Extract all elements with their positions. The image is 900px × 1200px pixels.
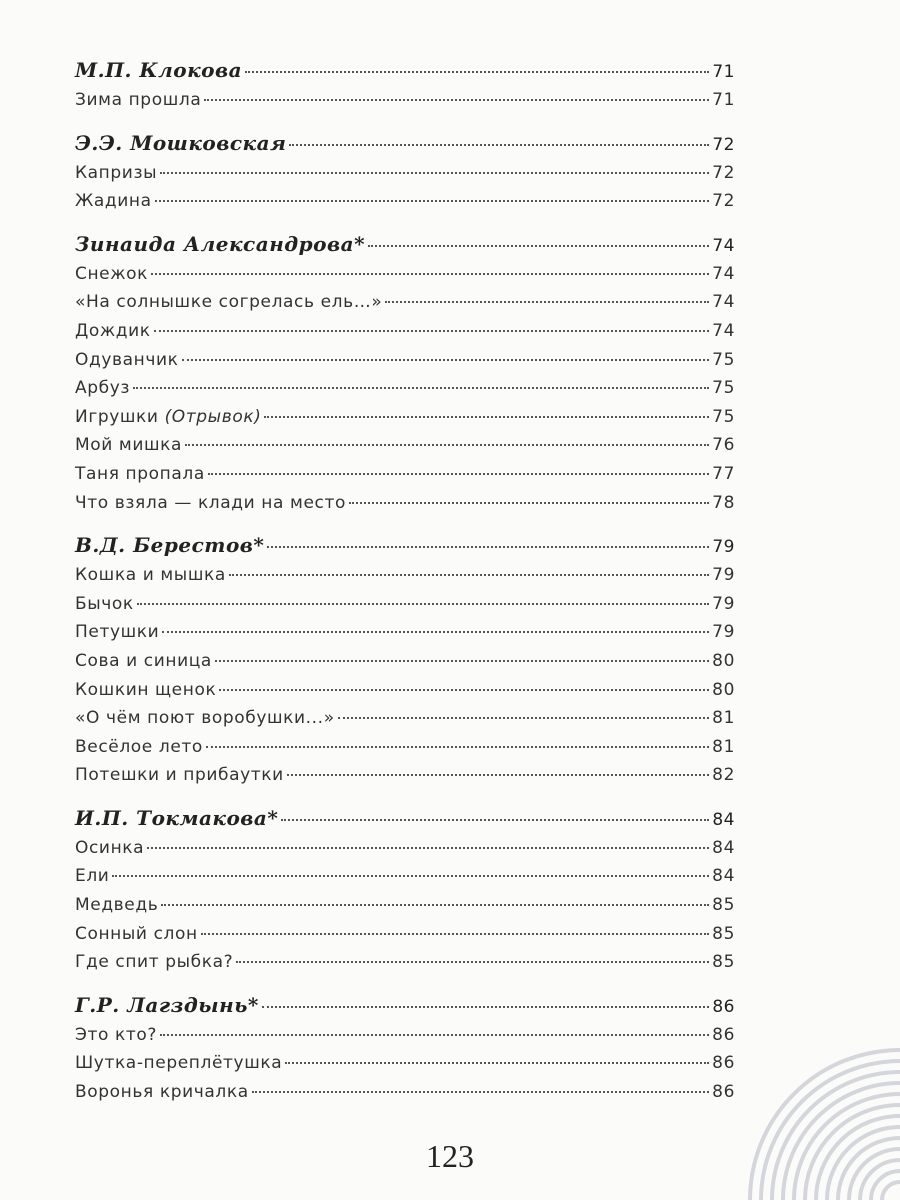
page-ref: 84: [712, 809, 735, 830]
entry-title: Снежок: [75, 263, 149, 284]
toc-entry: [75, 708, 735, 737]
page-ref: 72: [712, 191, 735, 212]
toc-entry: [75, 321, 735, 350]
page-ref: 72: [712, 134, 735, 155]
dot-leader: [160, 1034, 709, 1036]
author-row: [75, 806, 735, 838]
spiral-decoration: [740, 1000, 900, 1200]
page-ref: 79: [712, 593, 735, 614]
dot-leader: [160, 172, 709, 174]
entry-title: Шутка-переплётушка: [75, 1053, 283, 1074]
toc-entry: [75, 1025, 735, 1054]
page-ref: 75: [712, 349, 735, 370]
page-ref: 85: [712, 895, 735, 916]
toc-entry: [75, 1082, 735, 1111]
dot-leader: [368, 245, 709, 247]
toc-entry: [75, 378, 735, 407]
entry-title: Игрушки: [75, 406, 159, 427]
entry-title: Мой мишка: [75, 435, 183, 456]
dot-leader: [219, 689, 709, 691]
toc-entry: [75, 838, 735, 867]
page-number: 123: [426, 1138, 474, 1174]
toc-entry: [75, 765, 735, 794]
page-ref: 84: [712, 837, 735, 858]
toc-entry: [75, 493, 735, 522]
toc-entry: [75, 866, 735, 895]
author-row: [75, 131, 735, 163]
toc-section: [75, 232, 735, 521]
dot-leader: [112, 875, 709, 877]
dot-leader: [229, 574, 709, 576]
dot-leader: [137, 603, 709, 605]
entry-title: Сова и синица: [75, 650, 212, 671]
dot-leader: [252, 1091, 709, 1093]
dot-leader: [385, 301, 709, 303]
author-name: В.Д. Берестов*: [75, 533, 265, 558]
page-ref: 77: [712, 463, 735, 484]
dot-leader: [338, 717, 709, 719]
page-ref: 79: [712, 565, 735, 586]
page-ref: 71: [712, 90, 735, 110]
page-ref: 81: [712, 708, 735, 729]
entry-title: Потешки и прибаутки: [75, 765, 284, 786]
author-row: [75, 232, 735, 264]
dot-leader: [204, 99, 709, 101]
toc-section: [75, 806, 735, 981]
author-name: Зинаида Александрова*: [75, 231, 366, 256]
page-ref: 86: [712, 1053, 735, 1074]
page-ref: 79: [712, 622, 735, 643]
author-name: М.П. Клокова: [75, 58, 243, 82]
entry-title: Что взяла — клади на место: [75, 492, 346, 513]
toc-entry: [75, 737, 735, 766]
dot-leader: [285, 1062, 709, 1064]
toc-entry: [75, 163, 735, 192]
entry-title: Кошка и мышка: [75, 565, 226, 586]
author-name: Г.Р. Лагздынь*: [75, 992, 259, 1017]
toc-entry: [75, 924, 735, 953]
entry-title: Арбуз: [75, 378, 131, 399]
entry-note: (Отрывок): [164, 406, 262, 427]
entry-title: «На солнышке согрелась ель…»: [75, 292, 383, 313]
toc-entry: [75, 435, 735, 464]
toc-entry: [75, 191, 735, 220]
dot-leader: [182, 359, 710, 361]
dot-leader: [154, 330, 709, 332]
toc-entry: [75, 594, 735, 623]
page-ref: 84: [712, 866, 735, 887]
dot-leader: [236, 961, 709, 963]
toc-entry: [75, 895, 735, 924]
toc-entry: [75, 622, 735, 651]
entry-title: Бычок: [75, 593, 134, 614]
entry-title: Медведь: [75, 895, 159, 916]
dot-leader: [162, 631, 709, 633]
page-ref: 79: [712, 537, 735, 558]
toc-entry: [75, 350, 735, 379]
toc-section: [75, 533, 735, 794]
entry-title: Капризы: [75, 162, 158, 183]
spiral-ring: [871, 1171, 900, 1200]
page-ref: 80: [712, 679, 735, 700]
author-row: [75, 533, 735, 565]
page-ref: 78: [712, 492, 735, 513]
dot-leader: [151, 273, 709, 275]
table-of-contents: [75, 58, 735, 1123]
page-ref: 74: [712, 235, 735, 256]
dot-leader: [264, 416, 709, 418]
entry-title: Одуванчик: [75, 349, 179, 370]
page-ref: 74: [712, 292, 735, 313]
page-ref: 75: [712, 378, 735, 399]
page-ref: 72: [712, 162, 735, 183]
toc-entry: [75, 565, 735, 594]
page-ref: 86: [712, 996, 735, 1017]
toc-entry: [75, 952, 735, 981]
entry-title: Осинка: [75, 837, 145, 858]
page-ref: 74: [712, 263, 735, 284]
page-ref: 80: [712, 650, 735, 671]
toc-entry: [75, 292, 735, 321]
entry-title: Весёлое лето: [75, 736, 203, 757]
page-ref: 85: [712, 923, 735, 944]
dot-leader: [262, 1006, 709, 1008]
entry-title: Зима прошла: [75, 90, 202, 110]
toc-entry: [75, 651, 735, 680]
author-name: И.П. Токмакова*: [75, 805, 279, 830]
page-ref: 75: [712, 406, 735, 427]
entry-title: Кошкин щенок: [75, 679, 217, 700]
entry-title: Ели: [75, 866, 110, 887]
toc-section: [75, 131, 735, 220]
dot-leader: [155, 200, 709, 202]
entry-title: Это кто?: [75, 1024, 157, 1045]
page-ref: 76: [712, 435, 735, 456]
page-ref: 81: [712, 736, 735, 757]
dot-leader: [201, 933, 709, 935]
toc-section: [75, 993, 735, 1111]
entry-title: «О чём поют воробушки...»: [75, 708, 335, 729]
toc-entry: [75, 464, 735, 493]
toc-section: [75, 58, 735, 119]
page-ref: 85: [712, 952, 735, 973]
page-ref: 71: [712, 62, 735, 82]
toc-entry: [75, 1053, 735, 1082]
dot-leader: [267, 546, 709, 548]
dot-leader: [281, 819, 709, 821]
author-row: [75, 58, 735, 90]
entry-title: Воронья кричалка: [75, 1082, 249, 1103]
toc-entry: [75, 264, 735, 293]
dot-leader: [349, 502, 709, 504]
entry-title: Дождик: [75, 320, 151, 341]
entry-title: Жадина: [75, 191, 152, 212]
toc-entry: [75, 680, 735, 709]
toc-entry: [75, 407, 735, 436]
dot-leader: [206, 746, 709, 748]
entry-title: Таня пропала: [75, 463, 205, 484]
entry-title: Сонный слон: [75, 923, 198, 944]
page-ref: 86: [712, 1024, 735, 1045]
dot-leader: [215, 660, 709, 662]
page-ref: 82: [712, 765, 735, 786]
dot-leader: [245, 71, 709, 73]
author-name: Э.Э. Мошковская: [75, 130, 287, 155]
page-ref: 74: [712, 320, 735, 341]
author-row: [75, 993, 735, 1025]
page-ref: 86: [712, 1082, 735, 1103]
dot-leader: [133, 387, 709, 389]
dot-leader: [287, 774, 709, 776]
dot-leader: [161, 904, 709, 906]
dot-leader: [289, 144, 709, 146]
entry-title: Петушки: [75, 622, 160, 643]
dot-leader: [208, 473, 709, 475]
toc-entry: [75, 90, 735, 119]
entry-title: Где спит рыбка?: [75, 952, 234, 973]
dot-leader: [147, 847, 709, 849]
dot-leader: [185, 444, 709, 446]
spiral-ring: [882, 1182, 900, 1200]
